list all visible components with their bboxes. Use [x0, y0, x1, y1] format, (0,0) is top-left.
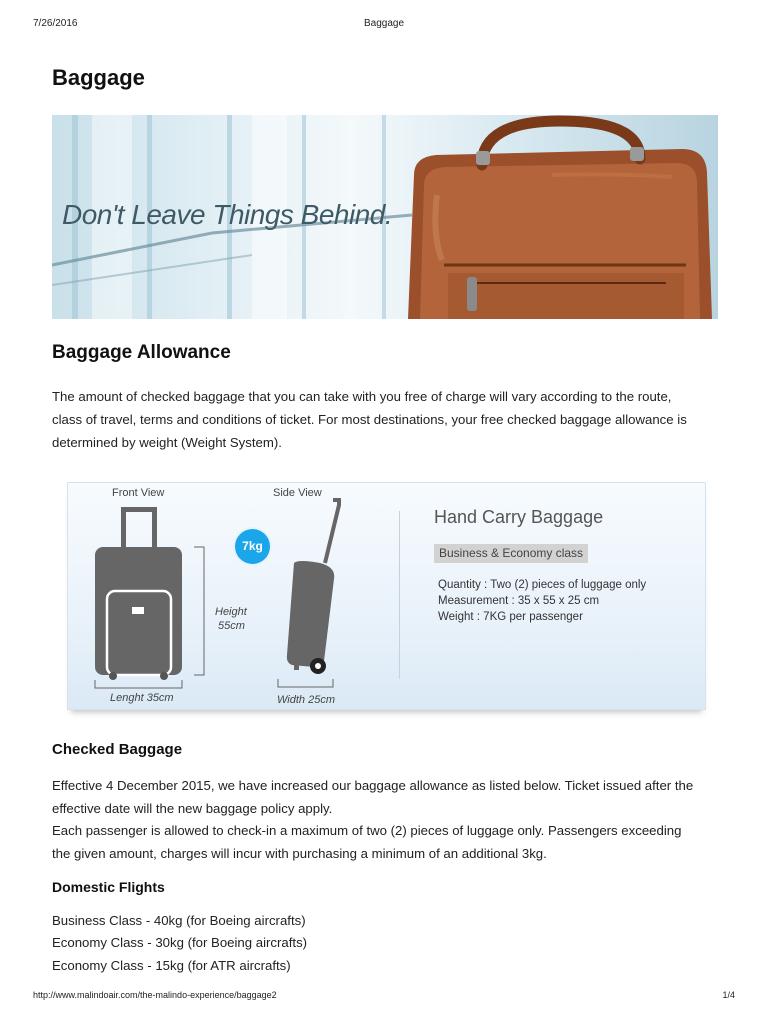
weight-badge: 7kg	[235, 529, 270, 564]
domestic-item: Economy Class - 15kg (for ATR aircrafts)	[52, 958, 291, 973]
front-view-suitcase-icon	[95, 507, 182, 680]
checked-line-2: effective date will the new baggage policy apply.	[52, 801, 333, 816]
print-footer	[33, 990, 735, 1004]
allowance-heading: Baggage Allowance	[52, 342, 231, 363]
checked-heading: Checked Baggage	[52, 741, 183, 758]
checked-line-1: Effective 4 December 2015, we have increased our baggage allowance as listed below. Ticket issued after the	[52, 778, 694, 793]
hand-carry-infographic	[67, 482, 706, 710]
hand-carry-title: Hand Carry Baggage	[434, 507, 604, 527]
print-url[interactable]: http://www.malindoair.com/the-malindo-experience/baggage2	[33, 990, 277, 1000]
side-view-label: Side View	[273, 487, 322, 499]
front-view-label: Front View	[112, 487, 165, 499]
domestic-item: Economy Class - 30kg (for Boeing aircrafts)	[52, 935, 308, 950]
domestic-item: Business Class - 40kg (for Boeing aircrafts)	[52, 913, 306, 928]
infographic-divider	[399, 511, 400, 679]
quantity-text: Quantity : Two (2) pieces of luggage only	[438, 579, 647, 591]
weight-text: Weight : 7KG per passenger	[438, 611, 583, 623]
checked-line-4: the given amount, charges will incur with purchasing a minimum of an additional 3kg.	[52, 846, 547, 861]
measurement-text: Measurement : 35 x 55 x 25 cm	[438, 595, 600, 607]
print-title: Baggage	[363, 18, 405, 29]
print-header	[33, 18, 735, 32]
class-label: Business & Economy class	[434, 544, 588, 563]
height-label: Height	[215, 606, 247, 618]
print-date: 7/26/2016	[33, 18, 78, 29]
page-content	[52, 62, 718, 973]
allowance-paragraph-line-3: determined by weight (Weight System).	[52, 435, 282, 450]
side-view-suitcase-icon	[287, 500, 339, 674]
page-number: 1/4	[722, 990, 735, 1000]
banner-image	[52, 115, 718, 319]
luggage-illustration	[68, 483, 705, 709]
domestic-heading: Domestic Flights	[52, 879, 165, 895]
page-title: Baggage	[52, 65, 145, 90]
length-label: Lenght 35cm	[110, 692, 174, 704]
allowance-paragraph-line-1: The amount of checked baggage that you can take with you free of charge will vary according to the route,	[52, 389, 672, 404]
allowance-paragraph-line-2: class of travel, terms and conditions of ticket. For most destinations, your free checked baggage allowance is	[52, 412, 687, 427]
width-label: Width 25cm	[277, 694, 335, 706]
checked-line-3: Each passenger is allowed to check-in a maximum of two (2) pieces of luggage only. Passengers exceeding	[52, 823, 682, 838]
height-value-label: 55cm	[218, 620, 245, 632]
banner-tagline: Don't Leave Things Behind.	[62, 199, 393, 230]
